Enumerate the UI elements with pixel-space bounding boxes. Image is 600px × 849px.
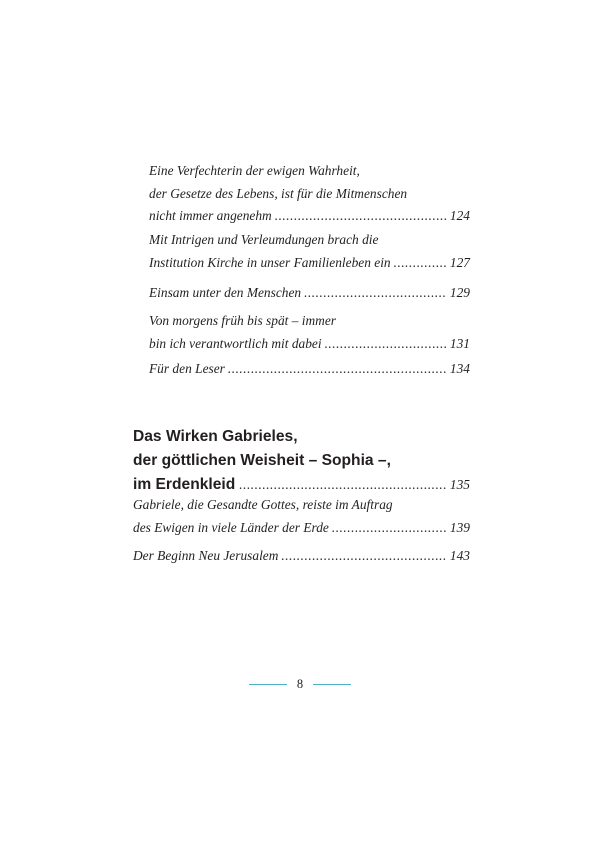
- toc-entry-line: Von morgens früh bis spät – immer: [149, 313, 336, 328]
- dot-leader: [304, 282, 447, 305]
- section-title-line: der göttlichen Weisheit – Sophia –,: [133, 452, 391, 469]
- toc-entry-2: [149, 229, 470, 274]
- toc-entry-6: [133, 494, 470, 539]
- toc-entry-title-end: Institution Kirche in unser Familienleben ein: [149, 254, 391, 270]
- toc-page-number: 139: [449, 519, 470, 535]
- section-title-line: Das Wirken Gabrieles,: [133, 428, 298, 445]
- toc-entry-4: [149, 310, 470, 355]
- toc-entry-title-end: des Ewigen in viele Länder der Erde: [133, 519, 329, 535]
- toc-entry-title-end: Einsam unter den Menschen: [149, 285, 302, 300]
- toc-entry-5: [149, 358, 470, 381]
- toc-entry-3: [149, 282, 470, 305]
- toc-entry-last-line: [133, 517, 470, 540]
- dot-leader: [281, 545, 447, 568]
- toc-entry-last-line: [149, 252, 470, 275]
- toc-entry-line: Eine Verfechterin der ewigen Wahrheit,: [149, 163, 360, 178]
- dot-leader: [228, 358, 447, 381]
- toc-entry-last-line: [149, 282, 470, 305]
- toc-entry-last-line: [149, 358, 470, 381]
- toc-page-number: 127: [449, 254, 470, 270]
- page-footer: [0, 676, 600, 692]
- dot-leader: [275, 205, 447, 228]
- toc-entry-last-line: [133, 545, 470, 568]
- toc-entry-title-end: Für den Leser: [149, 361, 225, 376]
- toc-entry-title-end: nicht immer angenehm: [149, 208, 272, 223]
- toc-entry-7: [133, 545, 470, 568]
- page-number: 8: [296, 677, 304, 691]
- dot-leader: [394, 252, 447, 275]
- toc-page-number: 129: [449, 285, 470, 300]
- dot-leader: [325, 333, 447, 356]
- toc-entry-title-end: Der Beginn Neu Jerusalem: [133, 548, 279, 563]
- footer-rule-left: [249, 684, 287, 685]
- footer-rule-right: [313, 684, 351, 685]
- toc-page-number: 135: [449, 477, 470, 492]
- section-title-end: im Erdenkleid: [133, 476, 236, 493]
- dot-leader: [332, 517, 447, 540]
- toc-entry-line: der Gesetze des Lebens, ist für die Mitmenschen: [149, 185, 408, 201]
- toc-section-entry: [133, 425, 470, 497]
- toc-entry-1: [149, 160, 470, 228]
- toc-entry-line: Gabriele, die Gesandte Gottes, reiste im Auftrag: [133, 497, 393, 512]
- toc-entry-last-line: [149, 333, 470, 356]
- toc-page-number: 134: [449, 361, 470, 376]
- toc-page-number: 131: [449, 335, 470, 351]
- toc-entry-title-end: bin ich verantwortlich mit dabei: [149, 335, 322, 351]
- toc-page-number: 124: [449, 208, 470, 223]
- toc-entry-line: Mit Intrigen und Verleumdungen brach die: [149, 232, 379, 247]
- toc-page-number: 143: [449, 548, 470, 563]
- toc-entry-last-line: [149, 205, 470, 228]
